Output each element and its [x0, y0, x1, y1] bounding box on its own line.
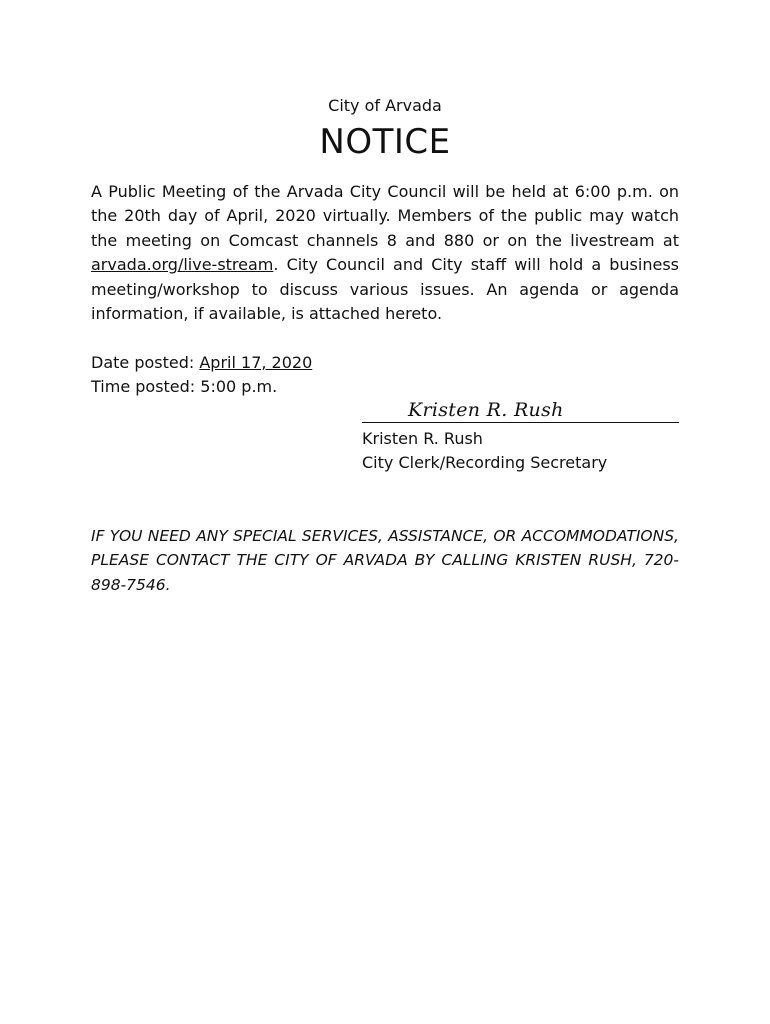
- notice-title: NOTICE: [319, 122, 451, 162]
- description-text-end: . City Council and City staff will hold a business meeting/workshop to discuss various issues. An agenda or agenda information, if available, is attached hereto.: [91, 255, 679, 324]
- date-posted-value: April 17, 2020: [199, 353, 313, 372]
- handwritten-signature: Kristen R. Rush: [408, 399, 564, 421]
- signer-name: Kristen R. Rush: [362, 429, 483, 448]
- signature-line: [362, 398, 679, 423]
- date-posted-label: Date posted:: [91, 353, 200, 372]
- posted-info: [91, 351, 391, 399]
- time-posted-label: Time posted:: [91, 377, 201, 396]
- city-name: City of Arvada: [328, 96, 442, 115]
- time-posted-line: [91, 375, 391, 399]
- meeting-description: [91, 180, 679, 326]
- signer-role: City Clerk/Recording Secretary: [362, 453, 608, 472]
- description-text-start: A Public Meeting of the Arvada City Council will be held at 6:00 p.m. on the 20th day of April, 2020 virtually. Members of the public may watch the meeting on Comcast channels 8 and 880 or on the livestream at: [91, 182, 679, 250]
- signer-block: [362, 427, 682, 475]
- livestream-link[interactable]: arvada.org/live-stream: [91, 255, 274, 275]
- date-posted-line: [91, 351, 391, 375]
- time-posted-value: 5:00 p.m.: [200, 377, 278, 396]
- special-services-notice: IF YOU NEED ANY SPECIAL SERVICES, ASSISTANCE, OR ACCOMMODATIONS, PLEASE CONTACT THE CITY OF ARVADA BY CALLING KRISTEN RUSH, 720-898-7546.: [91, 527, 679, 594]
